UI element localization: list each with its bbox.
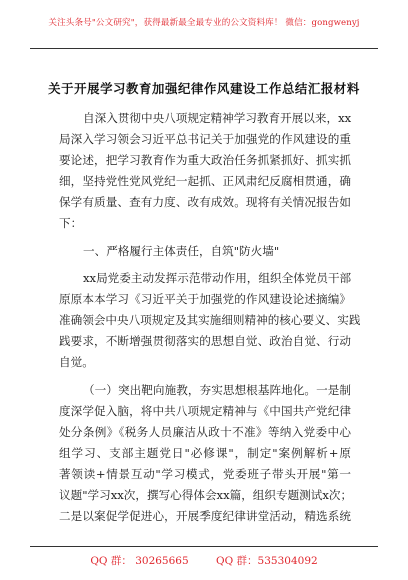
qq-group-2: QQ 群：535304092 bbox=[216, 555, 318, 567]
body-line: xx局党委主动发挥示范带动作用，组织全体党员干部 bbox=[83, 271, 352, 285]
header-watermark: 关注头条号"公文研究"，获得最新最全最专业的公文资料库！ 微信：gongwenyj bbox=[48, 18, 360, 28]
body-line: 自觉。 bbox=[59, 355, 94, 369]
body-line: 要论述，把学习教育作为重大政治任务抓紧抓好、抓实抓 bbox=[59, 153, 351, 167]
body-line: 准确领会中央八项规定及其实施细则精神的核心要义、实践 bbox=[59, 313, 361, 327]
footer-contact bbox=[0, 553, 408, 568]
body-line: 处分条例》《税务人员廉洁从政十不准》等纳入党委中心 bbox=[59, 425, 351, 439]
body-line: 保学有质量、查有力度、改有成效。现将有关情况报告如 bbox=[59, 195, 351, 209]
document-title: 关于开展学习教育加强纪律作风建设工作总结汇报材料 bbox=[48, 81, 360, 96]
body-line: 践要求，不断增强贯彻落实的思想自觉、政治自觉、行动 bbox=[59, 334, 351, 348]
body-line: 局深入学习领会习近平总书记关于加强党的作风建设的重 bbox=[59, 132, 351, 146]
qq-group-1: QQ 群： 30265665 bbox=[90, 555, 189, 567]
body-line: 二是以案促学促进心，开展季度纪律讲堂活动，精选系统 bbox=[59, 509, 351, 523]
body-line: 原原本本学习《习近平关于加强党的作风建设论述摘编》 bbox=[59, 292, 351, 306]
body-line: （一）突出靶向施教，夯实思想根基阵地化。一是制 bbox=[83, 383, 351, 397]
body-line: 度深学促入脑，将中共八项规定精神与《中国共产党纪律 bbox=[59, 404, 351, 418]
body-line: 著领读+情景互动"学习模式，党委班子带头开展"第一 bbox=[59, 467, 351, 481]
section-heading: 一、严格履行主体责任，自筑"防火墙" bbox=[83, 244, 280, 258]
body-line: 议题"学习xx次，撰写心得体会xx篇，组织专题测试x次； bbox=[59, 488, 353, 502]
header-divider bbox=[30, 48, 378, 49]
footer-divider bbox=[30, 546, 378, 547]
body-line: 组学习、支部主题党日"必修课"，制定"案例解析+原 bbox=[59, 446, 351, 460]
body-line: 细，坚持党性党风党纪一起抓、正风肃纪反腐相贯通，确 bbox=[59, 174, 351, 188]
body-line: 下： bbox=[59, 216, 83, 230]
body-line: 自深入贯彻中央八项规定精神学习教育开展以来，xx bbox=[83, 111, 352, 125]
